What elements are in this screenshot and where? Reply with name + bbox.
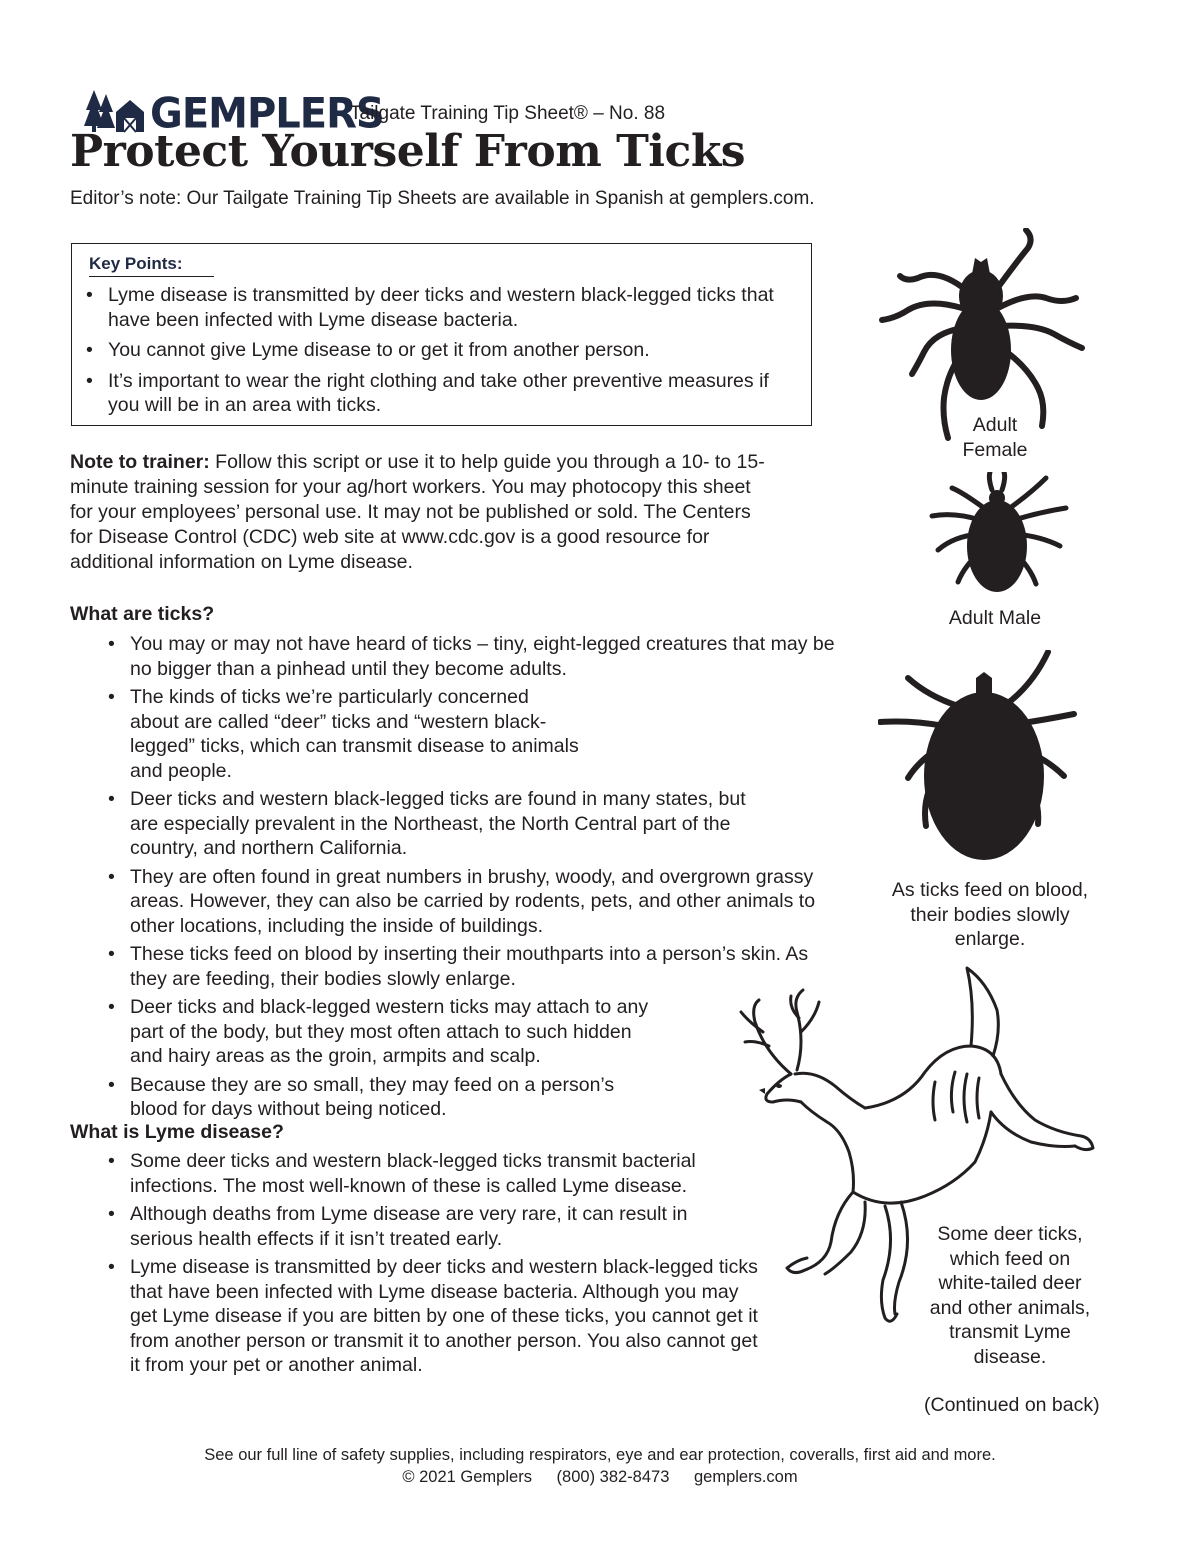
caption-line: disease. bbox=[973, 1345, 1047, 1368]
footer-website-link[interactable]: gemplers.com bbox=[693, 1468, 798, 1486]
caption-line: Some deer ticks, bbox=[937, 1223, 1083, 1245]
footer-phone[interactable]: (800) 382-8473 bbox=[556, 1468, 670, 1486]
section-heading-lyme: What is Lyme disease? bbox=[70, 1121, 284, 1143]
caption-adult-female bbox=[940, 413, 1050, 462]
list-item: • Some deer ticks and western black-legged ticks transmit bacterial infections. The most well-known of these is called Lyme disease. bbox=[130, 1149, 730, 1198]
caption-line: Adult bbox=[972, 414, 1018, 436]
list-item: • These ticks feed on blood by inserting their mouthparts into a person’s skin. As they are feeding, their bodies slowly enlarge. bbox=[130, 942, 830, 991]
list-item: • Although deaths from Lyme disease are very rare, it can result in serious health effects if it isn’t treated early. bbox=[130, 1202, 730, 1251]
key-point-item: • Lyme disease is transmitted by deer ticks and western black-legged ticks that have been infected with Lyme disease bacteria. bbox=[108, 283, 788, 332]
caption-engorged bbox=[880, 878, 1100, 952]
caption-adult-male: Adult Male bbox=[948, 607, 1042, 629]
trainer-note bbox=[70, 450, 770, 575]
caption-line: Female bbox=[962, 438, 1028, 461]
caption-line: enlarge. bbox=[954, 928, 1026, 950]
key-points-list bbox=[108, 283, 788, 424]
list-item: • Because they are so small, they may feed on a person’s blood for days without being noticed. bbox=[130, 1073, 640, 1122]
lyme-list bbox=[130, 1149, 760, 1382]
brand-name: GEMPLERS bbox=[150, 89, 384, 139]
key-point-item: • It’s important to wear the right clothing and take other preventive measures if you will be in an area with ticks. bbox=[108, 369, 788, 418]
footer-tagline: See our full line of safety supplies, including respirators, eye and ear protection, coveralls, first aid and more. bbox=[204, 1446, 996, 1464]
caption-deer bbox=[920, 1222, 1100, 1369]
caption-line: and other animals, bbox=[929, 1296, 1091, 1319]
key-points-box bbox=[71, 243, 812, 426]
editor-note: Editor’s note: Our Tailgate Training Tip Sheets are available in Spanish at gemplers.com. bbox=[70, 188, 815, 209]
list-item: • They are often found in great numbers in brushy, woody, and overgrown grassy areas. However, they can also be carried by rodents, pets, and other animals to other locations, including the inside of buildings. bbox=[130, 865, 860, 939]
adult-female-tick-icon bbox=[878, 228, 1088, 443]
series-label: Tailgate Training Tip Sheet® – No. 88 bbox=[350, 103, 666, 124]
caption-line: their bodies slowly bbox=[910, 903, 1070, 926]
engorged-tick-icon bbox=[878, 650, 1088, 882]
list-item: • The kinds of ticks we’re particularly concerned about are called “deer” ticks and “western black-legged” ticks, which can transmit disease to animals and people. bbox=[130, 685, 580, 783]
key-points-title: Key Points: bbox=[89, 254, 214, 277]
list-item: • Deer ticks and black-legged western ticks may attach to any part of the body, but they most often attach to such hidden and hairy areas as the groin, armpits and scalp. bbox=[130, 995, 650, 1069]
continued-note: (Continued on back) bbox=[924, 1394, 1100, 1416]
page-title: Protect Yourself From Ticks bbox=[70, 126, 746, 177]
section-heading-ticks: What are ticks? bbox=[70, 603, 215, 625]
trainer-note-label: Note to trainer: bbox=[70, 451, 210, 473]
footer-copyright: © 2021 Gemplers bbox=[402, 1468, 532, 1486]
footer-contact bbox=[0, 1466, 1200, 1488]
list-item: • Lyme disease is transmitted by deer ticks and western black-legged ticks that have been infected with Lyme disease bacteria. Although you may get Lyme disease if you are bitten by one of these ticks, you cannot get it from another person or transmit it to another person. You also cannot get it from your pet or another animal. bbox=[130, 1255, 760, 1378]
list-item: • Deer ticks and western black-legged ticks are found in many states, but are especially prevalent in the Northeast, the North Central part of the country, and northern California. bbox=[130, 787, 750, 861]
caption-line: white-tailed deer bbox=[938, 1272, 1082, 1294]
caption-line: transmit Lyme bbox=[949, 1321, 1071, 1343]
key-point-item: • You cannot give Lyme disease to or get it from another person. bbox=[108, 338, 788, 363]
footer bbox=[0, 1444, 1200, 1488]
caption-line: which feed on bbox=[949, 1247, 1071, 1270]
caption-line: As ticks feed on blood, bbox=[891, 879, 1089, 901]
adult-male-tick-icon bbox=[918, 472, 1078, 600]
trainer-note-text: Follow this script or use it to help guide you through a 10- to 15-minute training session for your ag/hort workers. You may photocopy this sheet for your employees’ personal use. It may not be published or sold. The Centers for Disease Control (CDC) web site at www.cdc.gov is a good resource for additional information on Lyme disease. bbox=[70, 451, 765, 573]
list-item: • You may or may not have heard of ticks – tiny, eight-legged creatures that may be no bigger than a pinhead until they become adults. bbox=[130, 632, 855, 681]
